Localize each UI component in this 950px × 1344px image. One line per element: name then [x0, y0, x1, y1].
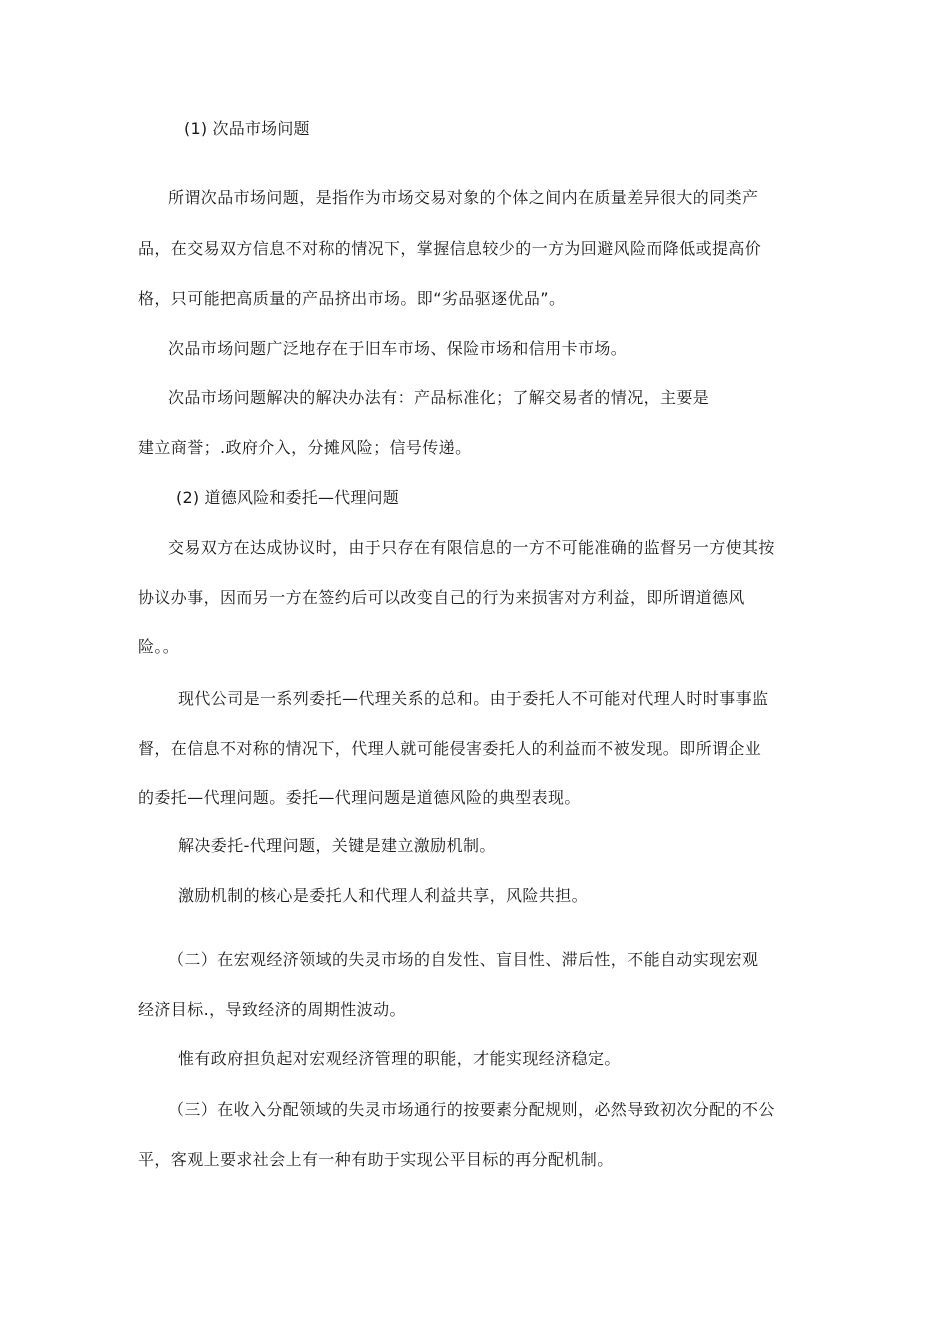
heading-lemons-market: (1) 次品市场问题: [184, 119, 310, 138]
paragraph-line: 惟有政府担负起对宏观经济管理的职能，才能实现经济稳定。: [178, 1049, 621, 1068]
paragraph-line: 格，只可能把高质量的产品挤出市场。即“劣品驱逐优品”。: [138, 289, 566, 308]
paragraph-line: 品，在交易双方信息不对称的情况下，掌握信息较少的一方为回避风险而降低或提高价: [138, 239, 762, 258]
paragraph-line: （二）在宏观经济领域的失灵市场的自发性、盲目性、滞后性，不能自动实现宏观: [168, 950, 759, 969]
paragraph-line: 现代公司是一系列委托—代理关系的总和。由于委托人不可能对代理人时时事事监: [178, 689, 769, 708]
paragraph-line: 督，在信息不对称的情况下，代理人就可能侵害委托人的利益而不被发现。即所谓企业: [138, 739, 762, 758]
paragraph-line: 次品市场问题广泛地存在于旧车市场、保险市场和信用卡市场。: [168, 339, 628, 358]
paragraph-line: 经济目标.，导致经济的周期性波动。: [138, 1000, 406, 1019]
paragraph-line: 建立商誉；.政府介入，分摊风险；信号传递。: [138, 438, 472, 457]
paragraph-line: 解决委托-代理问题，关键是建立激励机制。: [178, 836, 496, 855]
paragraph-line: 交易双方在达成协议时，由于只存在有限信息的一方不可能准确的监督另一方使其按: [168, 538, 775, 557]
heading-moral-hazard: (2) 道德风险和委托—代理问题: [176, 488, 399, 507]
paragraph-line: 的委托—代理问题。委托—代理问题是道德风险的典型表现。: [138, 788, 581, 807]
paragraph-line: 所谓次品市场问题，是指作为市场交易对象的个体之间内在质量差异很大的同类产: [168, 188, 759, 207]
paragraph-line: 平，客观上要求社会上有一种有助于实现公平目标的再分配机制。: [138, 1150, 614, 1169]
paragraph-line: 协议办事，因而另一方在签约后可以改变自己的行为来损害对方利益，即所谓道德风: [138, 588, 745, 607]
paragraph-line: 险。。: [138, 637, 180, 656]
paragraph-line: 激励机制的核心是委托人和代理人利益共享，风险共担。: [178, 886, 589, 905]
paragraph-line: （三）在收入分配领域的失灵市场通行的按要素分配规则，必然导致初次分配的不公: [168, 1100, 775, 1119]
paragraph-line: 次品市场问题解决的解决办法有：产品标准化；了解交易者的情况，主要是: [168, 388, 710, 407]
